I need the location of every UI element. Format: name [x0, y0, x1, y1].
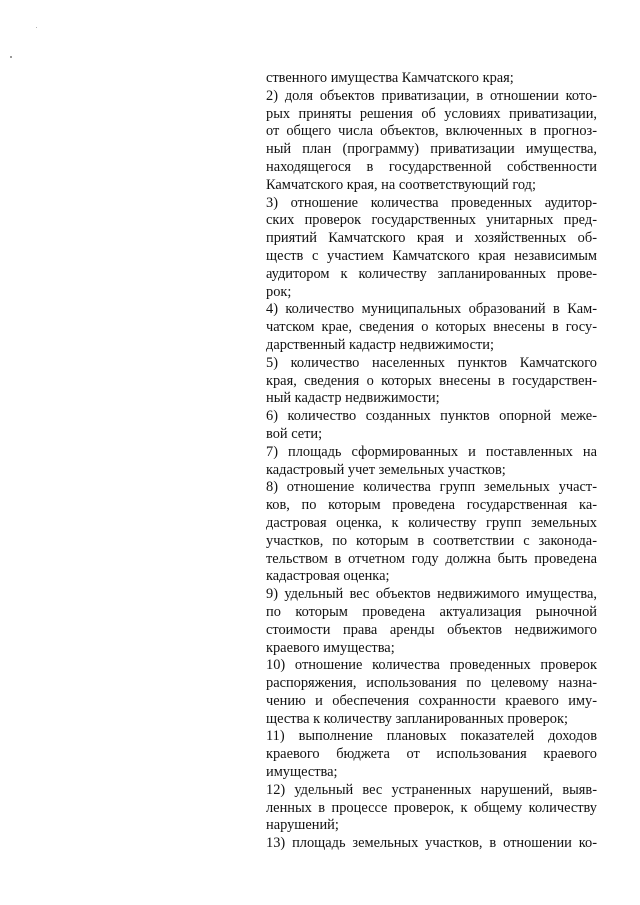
text-line: 4) количество муниципальных образований в Кам- [266, 301, 597, 318]
text-line: 8) отношение количества групп земельных участ- [266, 479, 597, 496]
text-line: распоряжения, использования по целевому назна- [266, 675, 597, 692]
text-line: стоимости права аренды объектов недвижимого [266, 621, 597, 638]
text-line: аудитором к количеству запланированных прове- [266, 265, 597, 282]
scan-speck [36, 27, 37, 28]
text-line: ществ с участием Камчатского края независимым [266, 247, 597, 264]
scan-speck [10, 56, 12, 58]
text-line: ских проверок государственных унитарных пред- [266, 212, 597, 229]
text-line: от общего числа объектов, включенных в прогноз- [266, 123, 597, 140]
text-line: 10) отношение количества проведенных проверок [266, 657, 597, 674]
text-line: Камчатского края, на соответствующий год; [266, 176, 536, 193]
text-line: края, сведения о которых внесены в государствен- [266, 372, 597, 389]
text-line: приятий Камчатского края и хозяйственных об- [266, 230, 597, 247]
text-line: ный план (программу) приватизации имущества, [266, 141, 597, 158]
text-line: 11) выполнение плановых показателей доходов [266, 728, 597, 745]
text-line: по которым проведена актуализация рыночной [266, 603, 597, 620]
text-line: ков, по которым проведена государственная ка- [266, 497, 597, 514]
text-line: кадастровая оценка; [266, 568, 390, 585]
text-line: дастровая оценка, к количеству групп земельных [266, 514, 597, 531]
text-line: имущества; [266, 764, 338, 781]
text-line: участков, по которым в соответствии с законода- [266, 532, 597, 549]
text-line: ный кадастр недвижимости; [266, 390, 440, 407]
text-line: 13) площадь земельных участков, в отношении ко- [266, 835, 597, 852]
text-line: рок; [266, 283, 292, 300]
text-line: рых приняты решения об условиях приватизации, [266, 105, 597, 122]
text-line: ственного имущества Камчатского края; [266, 70, 514, 86]
text-line: чатском крае, сведения о которых внесены в госу- [266, 319, 597, 336]
text-line: тельством в отчетном году должна быть проведена [266, 550, 597, 567]
text-line: краевого имущества; [266, 639, 395, 656]
text-line: ленных в процессе проверок, к общему количеству [266, 799, 597, 816]
text-line: кадастровый учет земельных участков; [266, 461, 506, 478]
text-line: находящегося в государственной собственности [266, 158, 597, 175]
text-line: 5) количество населенных пунктов Камчатского [266, 354, 597, 371]
text-line: дарственный кадастр недвижимости; [266, 336, 494, 353]
text-line: нарушений; [266, 817, 339, 834]
text-line: 6) количество созданных пунктов опорной меже- [266, 408, 597, 425]
text-line: 7) площадь сформированных и поставленных на [266, 443, 597, 460]
text-line: вой сети; [266, 425, 323, 442]
text-line: чению и обеспечения сохранности краевого иму- [266, 692, 597, 709]
text-line: 2) доля объектов приватизации, в отношении кото- [266, 87, 597, 104]
text-line: 12) удельный вес устраненных нарушений, выяв- [266, 781, 597, 798]
text-line: 3) отношение количества проведенных аудитор- [266, 194, 597, 211]
text-line: щества к количеству запланированных проверок; [266, 710, 568, 727]
document-text-block [266, 70, 597, 853]
text-line: 9) удельный вес объектов недвижимого имущества, [266, 586, 597, 603]
text-line: краевого бюджета от использования краевого [266, 746, 597, 763]
